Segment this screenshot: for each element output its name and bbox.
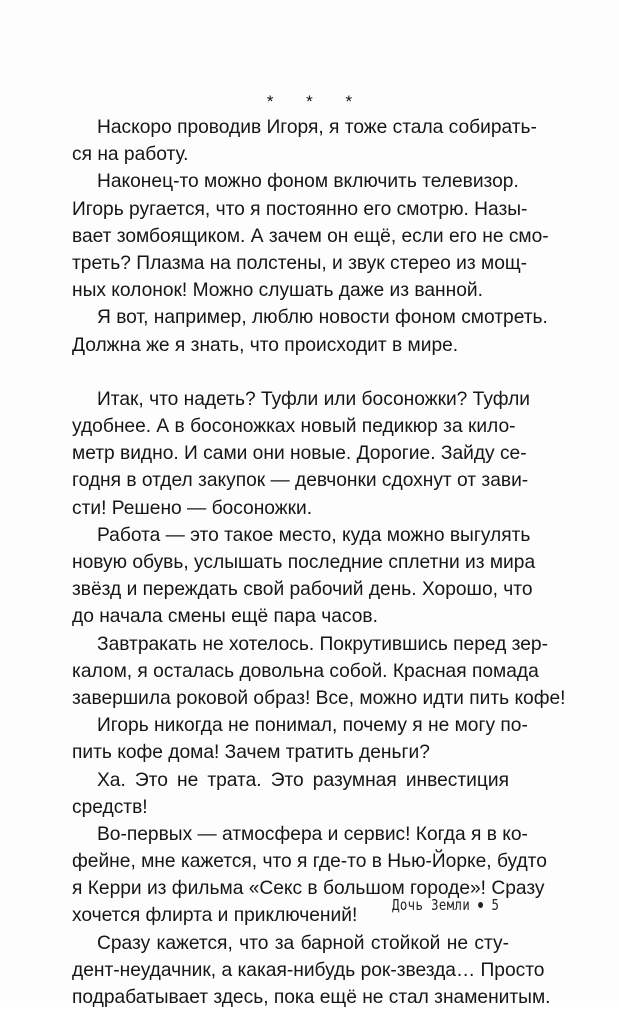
paragraph [72, 168, 549, 304]
page-number: 5 [491, 896, 500, 914]
text-line: калом, я осталась довольна собой. Красная помада [72, 660, 539, 682]
bullet-icon [478, 902, 483, 908]
text-line: годня в отдел закупок — девчонки сдохнут от зави- [72, 470, 529, 492]
text-line: хочется флирта и приключений! [72, 905, 358, 927]
text-line: средств! [72, 796, 148, 818]
text-line: Наскоро проводив Игоря, я тоже стала собирать- [97, 117, 537, 138]
text-line: ся на работу. [72, 144, 189, 166]
text-line: Наконец-то можно фоном включить телевизор. [97, 171, 519, 193]
text-line: я Керри из фильма «Секс в большом городе»! Сразу [72, 878, 545, 900]
paragraph [72, 631, 566, 713]
text-line: Игорь никогда не понимал, почему я не могу по- [97, 715, 528, 737]
text-line: Работа — это такое место, куда можно выгулять [97, 524, 531, 546]
text-line: Во-первых — атмосфера и сервис! Когда я в ко- [97, 823, 528, 845]
paragraph-gap [72, 359, 509, 386]
body-text [72, 114, 566, 1011]
book-title: Дочь Земли [392, 896, 471, 914]
paragraph [72, 930, 551, 1011]
text-line: Должна же я знать, что происходит в мире. [72, 334, 459, 356]
paragraph [72, 712, 528, 766]
text-line: Игорь ругается, что я постоянно его смотрю. Назы- [72, 198, 528, 220]
text-line: фейне, мне кажется, что я где-то в Нью-Йорке, будто [72, 851, 547, 873]
running-footer [392, 896, 499, 914]
paragraph [72, 522, 536, 631]
text-line: Сразу кажется, что за барной стойкой не сту- [97, 932, 509, 954]
text-line: вает зомбоящиком. А зачем он ещё, если его не смо- [72, 225, 549, 247]
text-line: подрабатывает здесь, пока ещё не стал знаменитым. [72, 987, 551, 1008]
text-line: дент-неудачник, а какая-нибудь рок-звезда… Просто [72, 959, 545, 981]
paragraph [72, 304, 548, 358]
paragraph [72, 114, 537, 168]
text-line: Я вот, например, люблю новости фоном смотреть. [97, 307, 548, 329]
section-separator: * * * [266, 92, 367, 111]
text-line: треть? Плазма на полстены, и звук стерео из мощ- [72, 252, 528, 274]
text-line: пить кофе дома! Зачем тратить деньги? [72, 742, 430, 764]
text-line: завершила роковой образ! Все, можно идти пить кофе! [72, 687, 566, 709]
text-line: удобнее. А в босоножках новый педикюр за кило- [72, 416, 516, 438]
text-line: звёзд и переждать свой рабочий день. Хорошо, что [72, 579, 533, 601]
text-line: новую обувь, услышать последние сплетни из мира [72, 552, 536, 573]
paragraph [72, 767, 509, 821]
text-line: Завтракать не хотелось. Покрутившись перед зер- [97, 633, 548, 655]
text-line: Ха. Это не трата. Это разумная инвестиция [97, 769, 509, 791]
text-line: ных колонок! Можно слушать даже из ванной. [72, 280, 483, 302]
text-line: метр видно. И сами они новые. Дорогие. Зайду се- [72, 443, 527, 465]
paragraph [72, 386, 530, 522]
text-line: Итак, что надеть? Туфли или босоножки? Туфли [97, 388, 530, 410]
text-line: до начала смены ещё пара часов. [72, 606, 378, 628]
text-line: сти! Решено — босоножки. [72, 497, 313, 519]
